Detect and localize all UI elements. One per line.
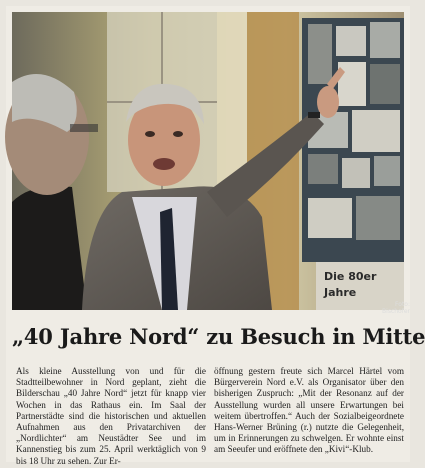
photo-credit: Foto: Bischofer [382, 301, 410, 315]
article-column-right [214, 366, 404, 458]
article-headline: „40 Jahre Nord“ zu Besuch in Mitte [12, 324, 425, 349]
article-body [16, 366, 404, 466]
exhibition-board [302, 18, 404, 262]
article-column-left [16, 366, 206, 466]
sign-text-line1: Die 80er [324, 270, 377, 283]
article-photo [12, 12, 410, 315]
article-text-right: öffnung gestern freute sich Marcel Härtel vom Bürgerverein Nord e.V. als Organisator über den bisherigen Zuspruch: „Mit der Resonanz auf der Ausstellung wurden all unsere Erwartungen bei weitem übertroffen.“ Auch der Sozialbeigeordnete Hans-Werner Brüning (r.) nutzte die Gelegenheit, um in Erinnerungen zu schwelgen. Er wohnte einst am Seeufer und eröffnete den „Kivi“-Klub. [214, 366, 404, 455]
sign-text-line2: Jahre [324, 286, 357, 299]
article-text-left: Als kleine Ausstellung von und für die Stadtteilbewohner in Nord geplant, zieht die Bilderschau „40 Jahre Nord“ jetzt für knapp vier Wochen in das Rathaus ein. Im Saal der Partnerstädte sind die historischen und aktuellen Aufnahmen aus den Privatarchiven der „Nordlichter“ am Neustädter See und im Kannenstieg bis zum 25. April werktäglich von 9 bis 18 Uhr zu sehen. Zur Er- [16, 366, 206, 466]
photo-illustration [12, 12, 404, 310]
newspaper-clipping [6, 6, 425, 466]
